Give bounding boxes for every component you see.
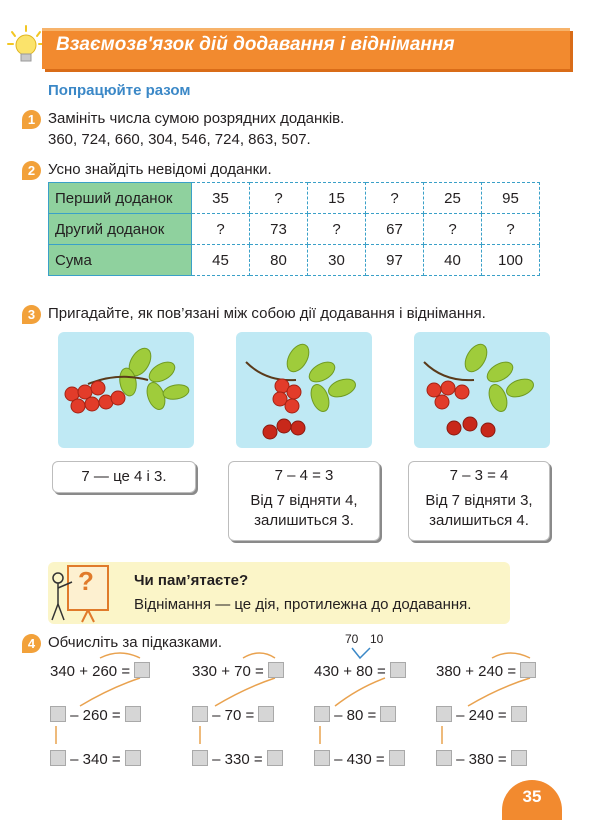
table-cell: ?	[366, 183, 424, 214]
rowan-picture-1	[58, 332, 194, 448]
task4-text: Обчисліть за підказками.	[48, 634, 223, 651]
answer-box[interactable]	[511, 750, 527, 766]
table-cell: 80	[250, 245, 308, 276]
answer-box[interactable]	[436, 706, 452, 722]
table-cell: 30	[308, 245, 366, 276]
expression-text: 340 + 260 =	[50, 663, 131, 680]
hint-number: 10	[370, 632, 384, 646]
table-cell: 100	[482, 245, 540, 276]
table-cell: 15	[308, 183, 366, 214]
answer-box[interactable]	[125, 706, 141, 722]
expression	[314, 706, 396, 724]
caption-equation: 7 – 3 = 4	[449, 467, 509, 484]
expression-text: – 340 =	[70, 751, 121, 768]
expression-text: – 380 =	[456, 751, 507, 768]
row-header: Другий доданок	[49, 214, 192, 245]
page-title: Взаємозв'язок дій додавання і віднімання	[56, 34, 455, 55]
expression-text: 430 + 80 =	[314, 663, 386, 680]
caption-equation: 7 – 4 = 3	[274, 467, 334, 484]
expression	[314, 750, 405, 768]
table-cell: ?	[250, 183, 308, 214]
answer-box[interactable]	[389, 750, 405, 766]
answer-box[interactable]	[50, 750, 66, 766]
table-cell: ?	[424, 214, 482, 245]
rowan-picture-3	[414, 332, 550, 448]
task-number-1: 1	[22, 110, 41, 129]
expression	[192, 662, 284, 680]
expression-text: – 260 =	[70, 707, 121, 724]
answer-box[interactable]	[134, 662, 150, 678]
task-number-2: 2	[22, 161, 41, 180]
table-cell: 25	[424, 183, 482, 214]
task1-numbers: 360, 724, 660, 304, 546, 724, 863, 507.	[48, 131, 311, 148]
table-cell: 35	[192, 183, 250, 214]
rowan-picture-2	[236, 332, 372, 448]
rowan-branch-icon	[58, 332, 194, 448]
answer-box[interactable]	[192, 706, 208, 722]
remember-title: Чи пам’ятаєте?	[134, 572, 249, 589]
table-cell: 67	[366, 214, 424, 245]
expression	[50, 750, 141, 768]
row-header: Перший доданок	[49, 183, 192, 214]
task3-text: Пригадайте, як пов’язані між собою дії додавання і віднімання.	[48, 305, 486, 322]
task-number-4: 4	[22, 634, 41, 653]
expression	[436, 706, 527, 724]
table-cell: ?	[308, 214, 366, 245]
task2-text: Усно знайдіть невідомі доданки.	[48, 161, 272, 178]
table-cell: 73	[250, 214, 308, 245]
caption-text: залишиться 4.	[429, 512, 529, 529]
answer-box[interactable]	[511, 706, 527, 722]
lightbulb-icon	[6, 24, 46, 68]
answer-box[interactable]	[50, 706, 66, 722]
rowan-branch-icon	[236, 332, 372, 448]
expression-text: – 70 =	[212, 707, 255, 724]
answer-box[interactable]	[258, 706, 274, 722]
hint-number: 70	[345, 632, 359, 646]
task-number-3: 3	[22, 305, 41, 324]
expression	[436, 750, 527, 768]
caption-1	[52, 461, 196, 493]
expression	[50, 662, 150, 680]
remember-box	[48, 562, 510, 624]
expression-text: 380 + 240 =	[436, 663, 517, 680]
answer-box[interactable]	[267, 750, 283, 766]
addends-table	[48, 182, 540, 276]
table-cell: ?	[192, 214, 250, 245]
expression-text: – 80 =	[334, 707, 377, 724]
remember-text: Віднімання — це дія, протилежна до додавання.	[134, 596, 472, 613]
table-cell: ?	[482, 214, 540, 245]
expression	[314, 662, 406, 680]
caption-text: Від 7 відняти 3,	[425, 492, 533, 509]
answer-box[interactable]	[380, 706, 396, 722]
page-number: 35	[502, 780, 562, 820]
caption-text: Від 7 відняти 4,	[250, 492, 358, 509]
expression-text: – 330 =	[212, 751, 263, 768]
answer-box[interactable]	[192, 750, 208, 766]
caption-text: залишиться 3.	[254, 512, 354, 529]
answer-box[interactable]	[314, 706, 330, 722]
task1-text: Замініть числа сумою розрядних доданків.	[48, 110, 345, 127]
table-row	[49, 214, 540, 245]
expression	[50, 706, 141, 724]
expression	[436, 662, 536, 680]
expression-text: – 430 =	[334, 751, 385, 768]
table-cell: 40	[424, 245, 482, 276]
caption-2	[228, 461, 380, 541]
table-row	[49, 245, 540, 276]
table-cell: 95	[482, 183, 540, 214]
expression	[192, 750, 283, 768]
table-cell: 97	[366, 245, 424, 276]
caption-equation: 7 — це 4 і 3.	[81, 468, 167, 485]
question-mark-icon: ?	[78, 566, 94, 596]
row-header: Сума	[49, 245, 192, 276]
answer-box[interactable]	[520, 662, 536, 678]
caption-3	[408, 461, 550, 541]
table-row	[49, 183, 540, 214]
section-subtitle: Попрацюйте разом	[48, 82, 191, 99]
answer-box[interactable]	[390, 662, 406, 678]
answer-box[interactable]	[125, 750, 141, 766]
table-cell: 45	[192, 245, 250, 276]
answer-box[interactable]	[268, 662, 284, 678]
answer-box[interactable]	[314, 750, 330, 766]
rowan-branch-icon	[414, 332, 550, 448]
expression-text: – 240 =	[456, 707, 507, 724]
expression	[192, 706, 274, 724]
expression-text: 330 + 70 =	[192, 663, 264, 680]
answer-box[interactable]	[436, 750, 452, 766]
